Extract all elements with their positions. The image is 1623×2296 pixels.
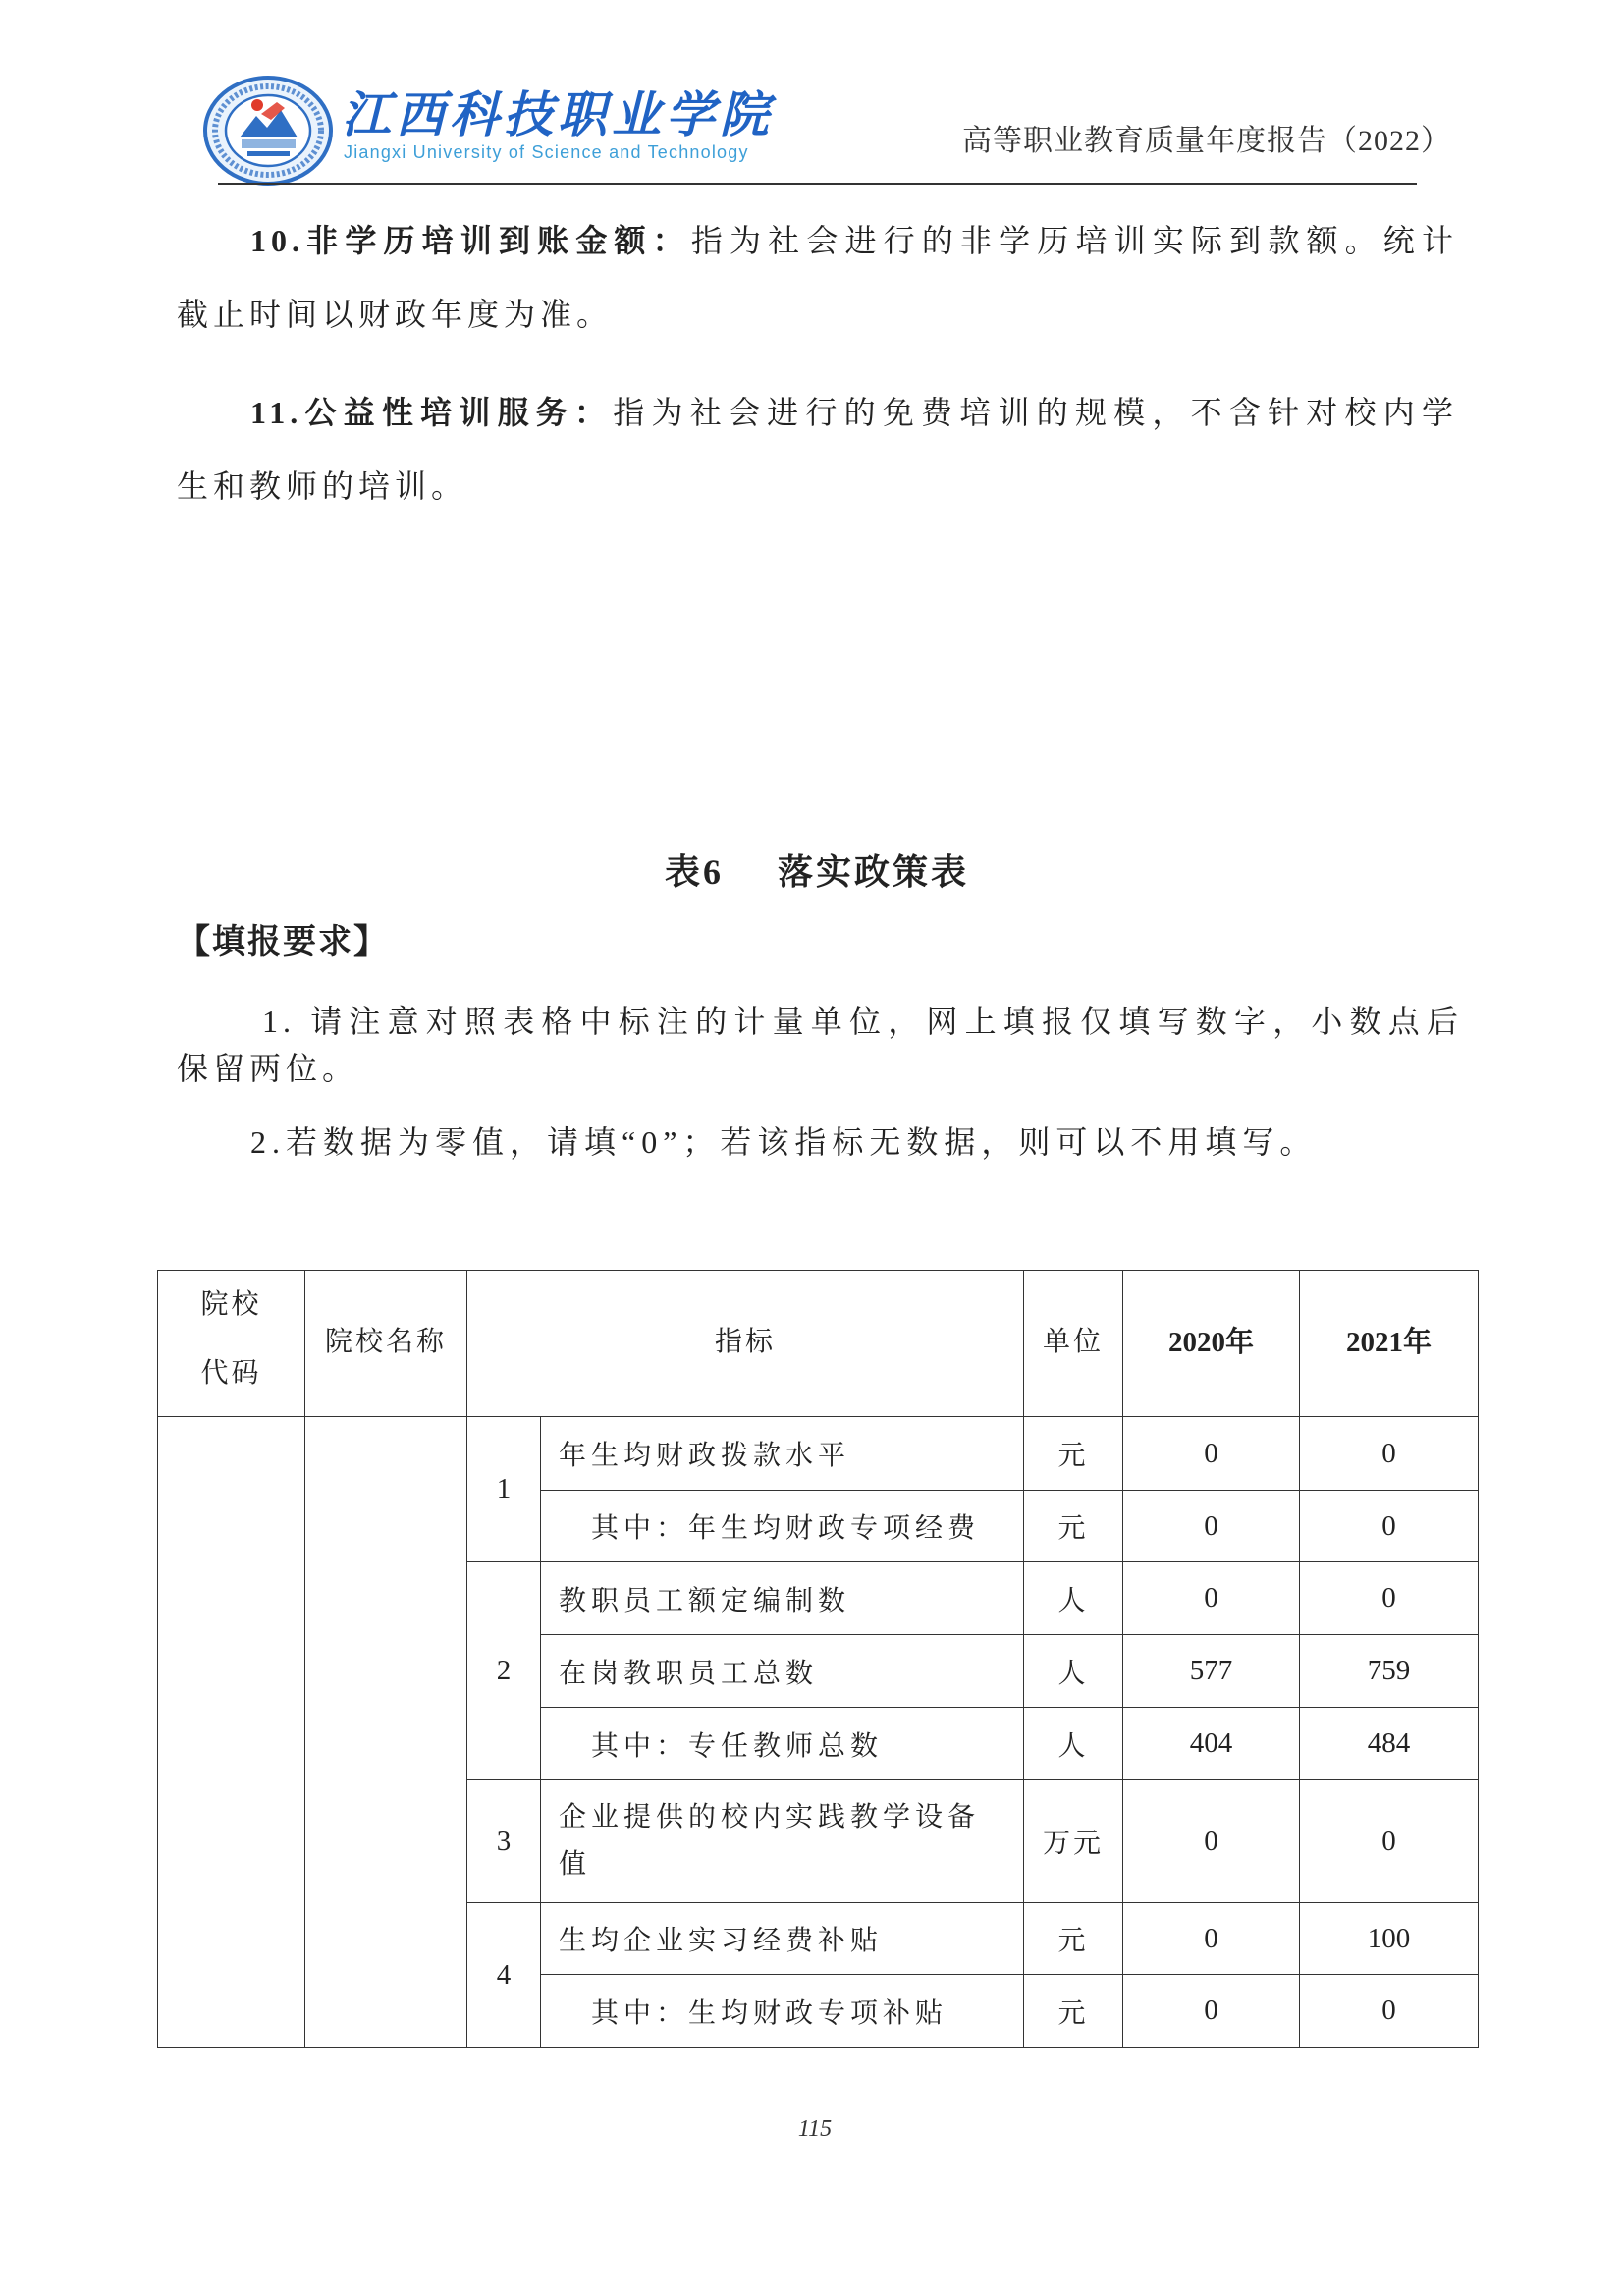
value-2020-cell: 0 [1123,1975,1300,2048]
indicator-cell [541,1780,1024,1903]
definition-10-line-1 [250,216,1458,265]
requirements-heading: 【填报要求】 [177,924,389,960]
requirement-1-line-2: 保留两位。 [177,1051,359,1086]
unit-cell: 人 [1024,1708,1123,1780]
header-school-code [158,1271,305,1417]
seq-number: 1 [467,1417,541,1562]
unit-cell: 人 [1024,1635,1123,1708]
value-2020-cell: 0 [1123,1562,1300,1635]
indicator-cell: 在岗教职员工总数 [541,1635,1024,1708]
school-name-cell [305,1417,467,2048]
definition-term: 11.公益性培训服务： [250,395,614,430]
logo-name-en: Jiangxi University of Science and Technology [344,142,749,162]
unit-cell: 元 [1024,1975,1123,2048]
definition-term: 10.非学历培训到账金额： [250,223,691,258]
value-2021-cell: 0 [1300,1491,1479,1562]
value-2021-cell: 0 [1300,1417,1479,1491]
indicator-cell: 教职员工额定编制数 [541,1562,1024,1635]
value-2021-cell: 0 [1300,1562,1479,1635]
value-2020-cell: 0 [1123,1491,1300,1562]
unit-cell: 元 [1024,1417,1123,1491]
indicator-cell: 生均企业实习经费补贴 [541,1903,1024,1975]
indicator-line: 企业提供的校内实践教学设备 [559,1802,981,1832]
unit-cell: 人 [1024,1562,1123,1635]
header-divider [218,183,1417,185]
value-2021-cell: 0 [1300,1780,1479,1903]
value-2021-cell: 484 [1300,1708,1479,1780]
indicator-cell: 其中：生均财政专项补贴 [541,1975,1024,2048]
value-2021-cell: 0 [1300,1975,1479,2048]
university-seal-icon [202,75,334,187]
seq-number: 4 [467,1903,541,2048]
report-title: 高等职业教育质量年度报告（2022） [962,125,1451,157]
seq-number: 2 [467,1562,541,1780]
header-indicator: 指标 [467,1271,1024,1417]
unit-cell: 元 [1024,1491,1123,1562]
table-title [522,847,1111,897]
value-2021-cell: 759 [1300,1635,1479,1708]
header-year-2020: 2020年 [1123,1271,1300,1417]
definition-10-line-2: 截止时间以财政年度为准。 [177,297,614,332]
value-2021-cell: 100 [1300,1903,1479,1975]
indicator-line: 值 [559,1849,592,1880]
page-number: 115 [797,2116,833,2142]
requirement-1-line-1: 1. 请注意对照表格中标注的计量单位，网上填报仅填写数字，小数点后 [262,1004,1463,1039]
school-code-cell [158,1417,305,2048]
value-2020-cell: 0 [1123,1780,1300,1903]
value-2020-cell: 0 [1123,1417,1300,1491]
value-2020-cell: 404 [1123,1708,1300,1780]
table-title-name: 落实政策表 [778,852,970,892]
value-2020-cell: 577 [1123,1635,1300,1708]
header-year-2021: 2021年 [1300,1271,1479,1417]
definition-11-line-2: 生和教师的培训。 [177,468,468,504]
indicator-cell: 年生均财政拨款水平 [541,1417,1024,1491]
unit-cell: 万元 [1024,1780,1123,1903]
value-2020-cell: 0 [1123,1903,1300,1975]
header-school-code-line: 院校 [200,1289,262,1320]
definition-text: 指为社会进行的免费培训的规模，不含针对校内学 [613,395,1458,430]
table-title-label: 表6 [664,852,724,892]
header-unit: 单位 [1024,1271,1123,1417]
header-school-name: 院校名称 [305,1271,467,1417]
policy-table [157,1270,1479,2048]
table-header-row [158,1271,1479,1417]
definition-11-line-1 [250,388,1458,437]
logo-name-cn: 江西科技职业学院 [342,85,774,143]
header-school-code-line: 代码 [200,1358,262,1389]
seq-number: 3 [467,1780,541,1903]
table-row [158,1417,1479,1491]
requirement-2-line-1: 2.若数据为零值，请填“0”；若该指标无数据，则可以不用填写。 [250,1124,1318,1160]
unit-cell: 元 [1024,1903,1123,1975]
indicator-cell: 其中：专任教师总数 [541,1708,1024,1780]
indicator-cell: 其中：年生均财政专项经费 [541,1491,1024,1562]
definition-text: 指为社会进行的非学历培训实际到款额。统计 [690,223,1458,258]
